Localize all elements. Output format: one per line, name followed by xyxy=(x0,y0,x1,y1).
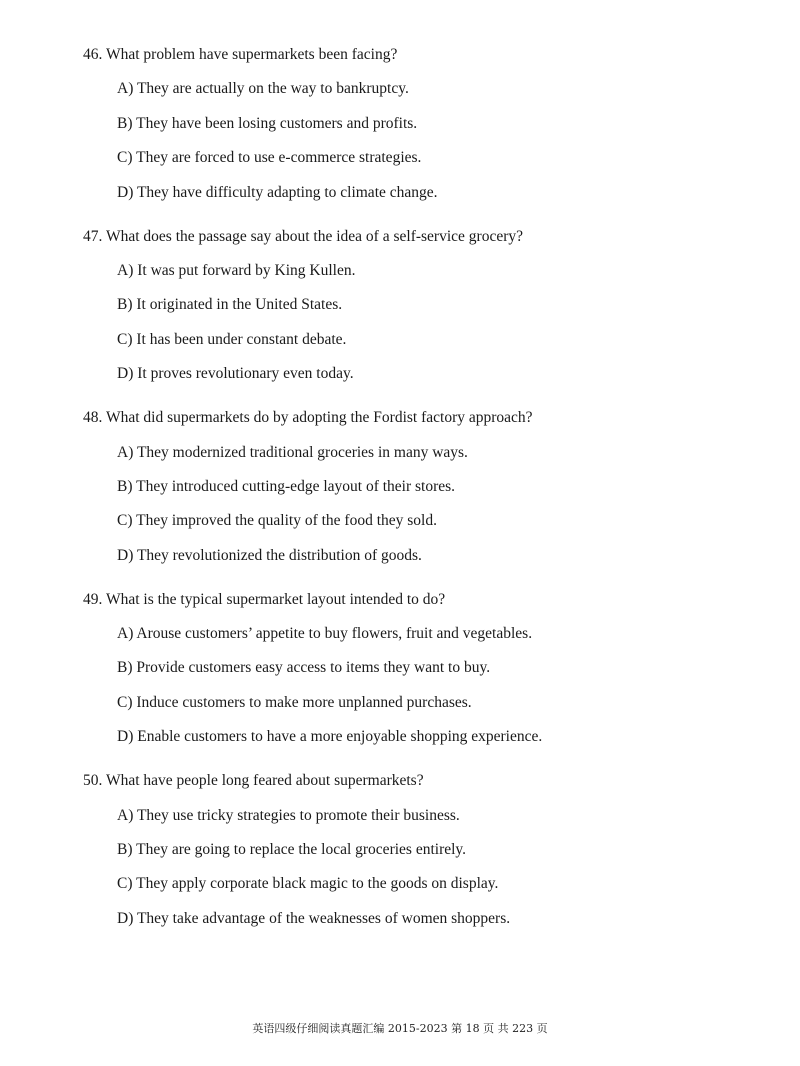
option-c: C) It has been under constant debate. xyxy=(117,330,347,348)
option-a: A) Arouse customers’ appetite to buy flowers, fruit and vegetables. xyxy=(117,625,533,643)
option-d: D) They revolutionized the distribution of goods. xyxy=(117,546,422,564)
option-d: D) They take advantage of the weaknesses of women shoppers. xyxy=(117,909,511,927)
option-a: A) They are actually on the way to bankruptcy. xyxy=(117,80,409,98)
question-49 xyxy=(83,589,773,749)
option-a: A) They use tricky strategies to promote their business. xyxy=(117,806,460,824)
option-b: B) They have been losing customers and profits. xyxy=(117,114,418,132)
question-50 xyxy=(83,770,773,930)
question-46 xyxy=(83,44,773,204)
question-stem: 49. What is the typical supermarket layout intended to do? xyxy=(83,590,446,608)
question-list xyxy=(83,44,773,952)
option-c: C) They apply corporate black magic to the goods on display. xyxy=(117,875,499,893)
option-b: B) Provide customers easy access to items they want to buy. xyxy=(117,659,491,677)
option-c: C) Induce customers to make more unplanned purchases. xyxy=(117,693,472,711)
option-b: B) It originated in the United States. xyxy=(117,296,343,314)
option-d: D) It proves revolutionary even today. xyxy=(117,365,354,383)
option-d: D) Enable customers to have a more enjoyable shopping experience. xyxy=(117,728,543,746)
question-stem: 46. What problem have supermarkets been facing? xyxy=(83,46,398,63)
question-stem: 50. What have people long feared about supermarkets? xyxy=(83,772,424,790)
option-c: C) They are forced to use e-commerce strategies. xyxy=(117,149,422,167)
option-c: C) They improved the quality of the food they sold. xyxy=(117,512,437,530)
option-b: B) They are going to replace the local groceries entirely. xyxy=(117,841,467,859)
option-a: A) It was put forward by King Kullen. xyxy=(117,261,356,279)
question-stem: 48. What did supermarkets do by adopting the Fordist factory approach? xyxy=(83,409,533,427)
question-47 xyxy=(83,226,773,386)
question-48 xyxy=(83,407,773,567)
question-stem: 47. What does the passage say about the idea of a self-service grocery? xyxy=(83,227,523,245)
option-a: A) They modernized traditional groceries in many ways. xyxy=(117,443,468,461)
option-b: B) They introduced cutting-edge layout of their stores. xyxy=(117,477,456,495)
option-d: D) They have difficulty adapting to climate change. xyxy=(117,183,438,201)
page-footer: 英语四级仔细阅读真题汇编 2015-2023 第 18 页 共 223 页 xyxy=(252,1022,548,1035)
